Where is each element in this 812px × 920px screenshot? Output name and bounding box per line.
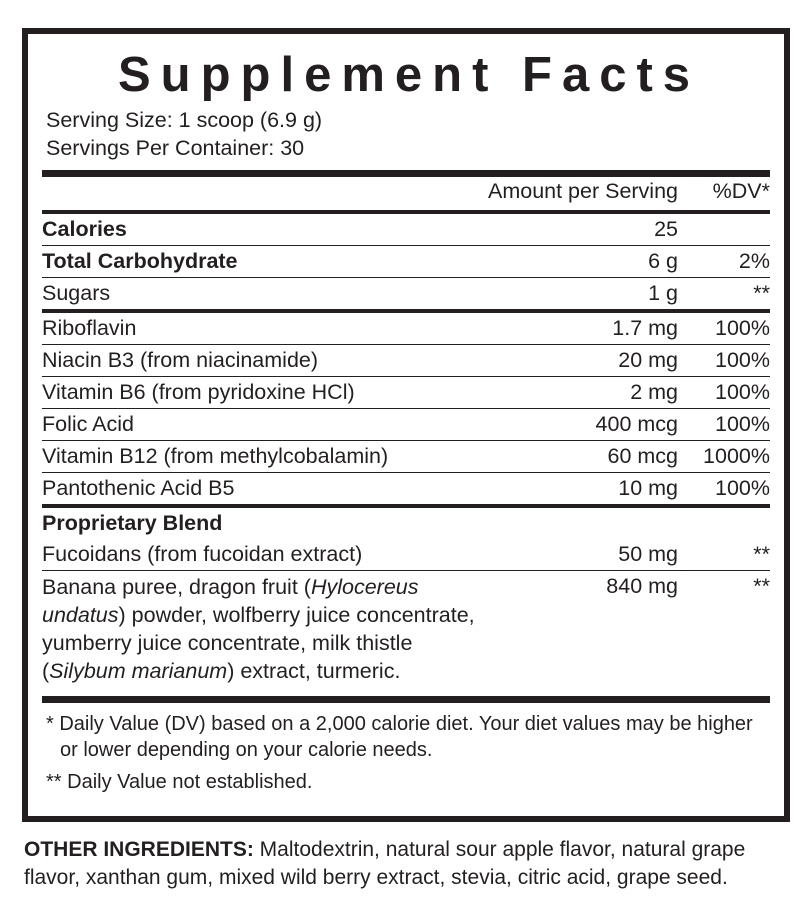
servings-per-container: Servings Per Container: 30	[46, 135, 305, 160]
row-amount: 50 mg	[618, 541, 678, 566]
row-amount: 1.7 mg	[488, 311, 678, 345]
divider-thick-top	[42, 170, 770, 177]
blend-text-2: ) powder, wolfberry juice concentrate, yumberry juice concentrate, milk thistle (	[42, 602, 475, 683]
row-name: Riboflavin	[42, 311, 488, 345]
blend-italic-1: Hylocereus undatus	[42, 574, 419, 627]
table-row	[42, 212, 770, 246]
row-dv	[678, 212, 770, 246]
row-name: Niacin B3	[42, 347, 135, 372]
table-row	[42, 376, 770, 408]
blend-heading-dv	[678, 506, 770, 539]
row-amount: 840 mg	[488, 570, 678, 688]
footnote-not-established: ** Daily Value not established.	[46, 771, 313, 794]
other-ingredients	[22, 822, 790, 892]
row-amount: 25	[488, 212, 678, 246]
serving-size: Serving Size: 1 scoop (6.9 g)	[46, 107, 323, 132]
row-dv: 100%	[678, 344, 770, 376]
row-name: Vitamin B12	[42, 443, 158, 468]
nutrition-table	[42, 177, 770, 689]
row-amount: 60 mcg	[488, 440, 678, 472]
proprietary-blend-heading-row	[42, 506, 770, 539]
row-name-sub: (from niacinamide)	[134, 347, 319, 372]
table-header-row	[42, 177, 770, 212]
table-row	[42, 472, 770, 506]
row-name-cell	[42, 376, 488, 408]
row-name-cell	[42, 440, 488, 472]
header-amount: Amount per Serving	[487, 178, 678, 203]
row-dv: **	[753, 541, 770, 566]
blend-text-1: Banana puree, dragon fruit (	[42, 574, 311, 599]
row-dv: **	[678, 570, 770, 688]
row-amount: 20 mg	[488, 344, 678, 376]
table-row	[42, 277, 770, 311]
blend-ingredients	[42, 570, 488, 688]
row-amount: 10 mg	[488, 472, 678, 506]
other-ingredients-text: Maltodextrin, natural sour apple flavor, natural grape flavor, xanthan gum, mixed wild berry extract, stevia, citric acid, grape seed.	[24, 837, 746, 889]
table-row	[42, 570, 770, 688]
row-amount: 2 mg	[488, 376, 678, 408]
row-name: Folic Acid	[42, 408, 488, 440]
row-amount: 6 g	[488, 245, 678, 277]
row-name: Pantothenic Acid B5	[42, 472, 488, 506]
other-ingredients-label: OTHER INGREDIENTS:	[24, 837, 254, 861]
row-name: Calories	[42, 212, 488, 246]
row-dv: 100%	[678, 311, 770, 345]
footnotes	[42, 703, 770, 804]
row-amount: 1 g	[488, 277, 678, 311]
facts-panel	[22, 28, 790, 822]
footnote-daily-value: * Daily Value (DV) based on a 2,000 calorie diet. Your diet values may be higher or lower depending on your calorie needs.	[46, 712, 753, 761]
row-dv: 2%	[678, 245, 770, 277]
row-dv: 100%	[678, 376, 770, 408]
row-name: Vitamin B6	[42, 379, 146, 404]
row-name: Total Carbohydrate	[42, 245, 488, 277]
table-row	[42, 245, 770, 277]
row-name: Sugars	[42, 277, 488, 311]
row-name-cell	[42, 344, 488, 376]
divider-thick-bottom	[42, 696, 770, 703]
header-spacer	[42, 177, 488, 212]
panel-title: Supplement Facts	[117, 48, 701, 102]
blend-heading-amount	[488, 506, 678, 539]
row-amount: 400 mcg	[488, 408, 678, 440]
table-row	[42, 408, 770, 440]
table-row	[42, 344, 770, 376]
row-name-sub: (from methylcobalamin)	[157, 443, 389, 468]
table-row	[42, 311, 770, 345]
row-dv: **	[678, 277, 770, 311]
blend-text-3: ) extract, turmeric.	[227, 658, 401, 683]
row-dv: 100%	[678, 472, 770, 506]
table-row	[42, 440, 770, 472]
table-row	[42, 539, 770, 571]
blend-heading: Proprietary Blend	[42, 506, 488, 539]
row-name: Fucoidans (from fucoidan extract)	[42, 541, 363, 566]
header-dv: %DV*	[712, 178, 770, 203]
blend-italic-2: Silybum marianum	[49, 658, 228, 683]
row-dv: 100%	[678, 408, 770, 440]
row-name-sub: (from pyridoxine HCl)	[145, 379, 355, 404]
row-dv: 1000%	[678, 440, 770, 472]
